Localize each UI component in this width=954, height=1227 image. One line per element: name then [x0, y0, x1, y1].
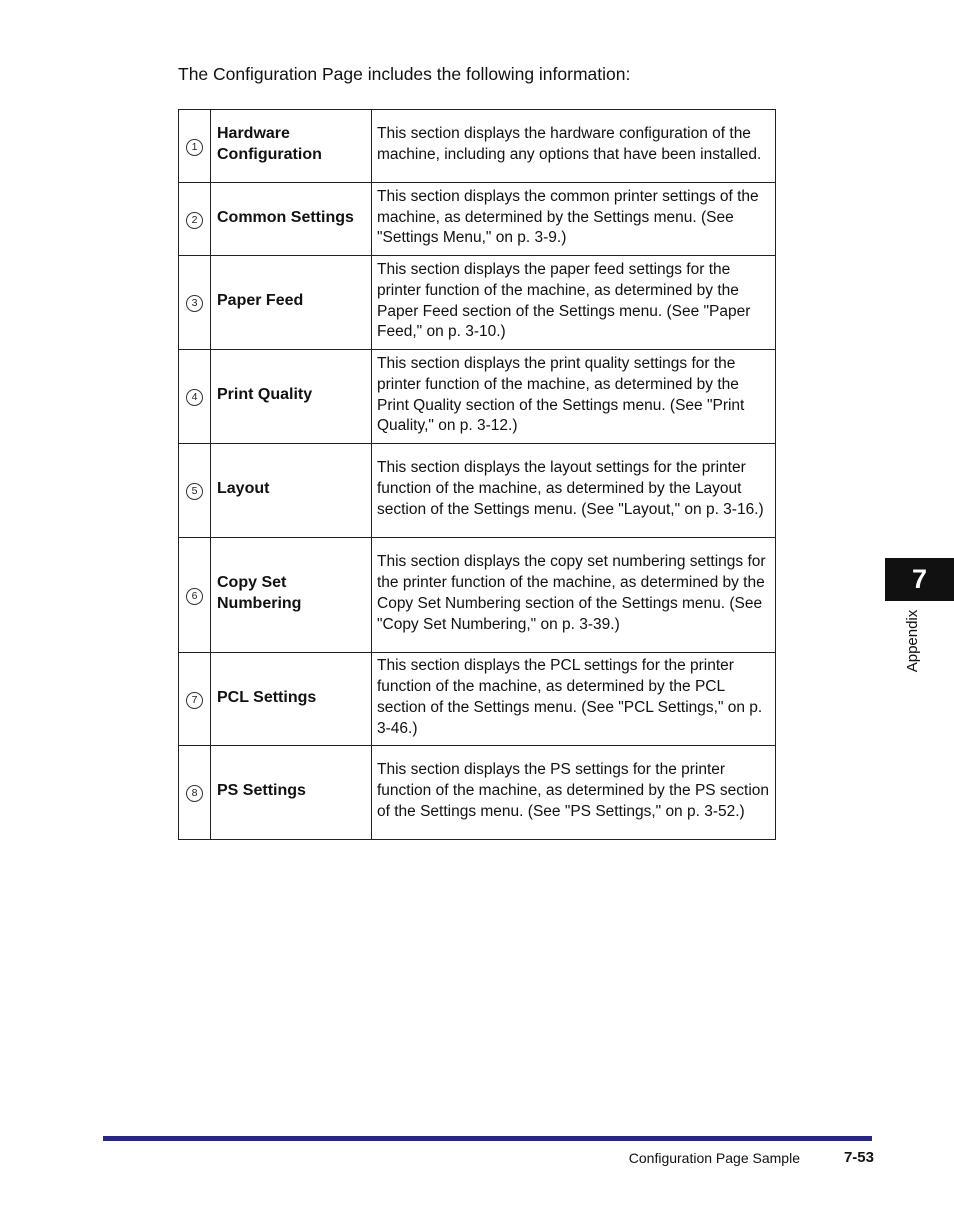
chapter-tab: 7 — [885, 558, 954, 601]
row-number-cell — [179, 746, 211, 840]
table-row — [179, 256, 776, 350]
chapter-label: Appendix — [904, 609, 921, 673]
row-label: Hardware Configuration — [211, 110, 372, 183]
configuration-info-table — [178, 109, 776, 840]
row-label: Copy Set Numbering — [211, 538, 372, 653]
row-number-cell — [179, 444, 211, 538]
intro-text: The Configuration Page includes the following information: — [178, 64, 631, 84]
row-number-cell — [179, 183, 211, 256]
table-row — [179, 746, 776, 840]
footer-title: Configuration Page Sample — [628, 1150, 800, 1166]
row-label: Paper Feed — [211, 256, 372, 350]
row-description: This section displays the hardware configuration of the machine, including any options that have been installed. — [372, 110, 776, 183]
row-label: Print Quality — [211, 350, 372, 444]
table-row — [179, 350, 776, 444]
table-row — [179, 110, 776, 183]
table-row — [179, 538, 776, 653]
row-number-cell — [179, 256, 211, 350]
row-description: This section displays the print quality settings for the printer function of the machine, as determined by the Print Quality section of the Settings menu. (See "Print Quality," on p. 3-12.) — [372, 350, 776, 444]
row-number-cell — [179, 110, 211, 183]
row-number-cell — [179, 350, 211, 444]
footer-rule — [103, 1136, 872, 1141]
row-label: Layout — [211, 444, 372, 538]
row-number-cell — [179, 653, 211, 746]
circled-number: 7 — [186, 692, 203, 709]
row-description: This section displays the layout settings for the printer function of the machine, as determined by the Layout section of the Settings menu. (See "Layout," on p. 3-16.) — [372, 444, 776, 538]
row-description: This section displays the paper feed settings for the printer function of the machine, as determined by the Paper Feed section of the Settings menu. (See "Paper Feed," on p. 3-10.) — [372, 256, 776, 350]
table-row — [179, 444, 776, 538]
row-description: This section displays the PS settings for the printer function of the machine, as determined by the PS section of the Settings menu. (See "PS Settings," on p. 3-52.) — [372, 746, 776, 840]
circled-number: 2 — [186, 212, 203, 229]
row-number-cell — [179, 538, 211, 653]
row-label: PCL Settings — [211, 653, 372, 746]
row-description: This section displays the PCL settings for the printer function of the machine, as determined by the PCL section of the Settings menu. (See "PCL Settings," on p. 3-46.) — [372, 653, 776, 746]
page-number: 7-53 — [843, 1149, 874, 1166]
table-row — [179, 653, 776, 746]
row-description: This section displays the copy set numbering settings for the printer function of the machine, as determined by the Copy Set Numbering section of the Settings menu. (See "Copy Set Numbering," on p. 3-39.) — [372, 538, 776, 653]
row-label: PS Settings — [211, 746, 372, 840]
circled-number: 6 — [186, 588, 203, 605]
row-description: This section displays the common printer settings of the machine, as determined by the Settings menu. (See "Settings Menu," on p. 3-9.) — [372, 183, 776, 256]
circled-number: 3 — [186, 295, 203, 312]
table-row — [179, 183, 776, 256]
circled-number: 5 — [186, 483, 203, 500]
circled-number: 1 — [186, 139, 203, 156]
circled-number: 4 — [186, 389, 203, 406]
circled-number: 8 — [186, 785, 203, 802]
row-label: Common Settings — [211, 183, 372, 256]
